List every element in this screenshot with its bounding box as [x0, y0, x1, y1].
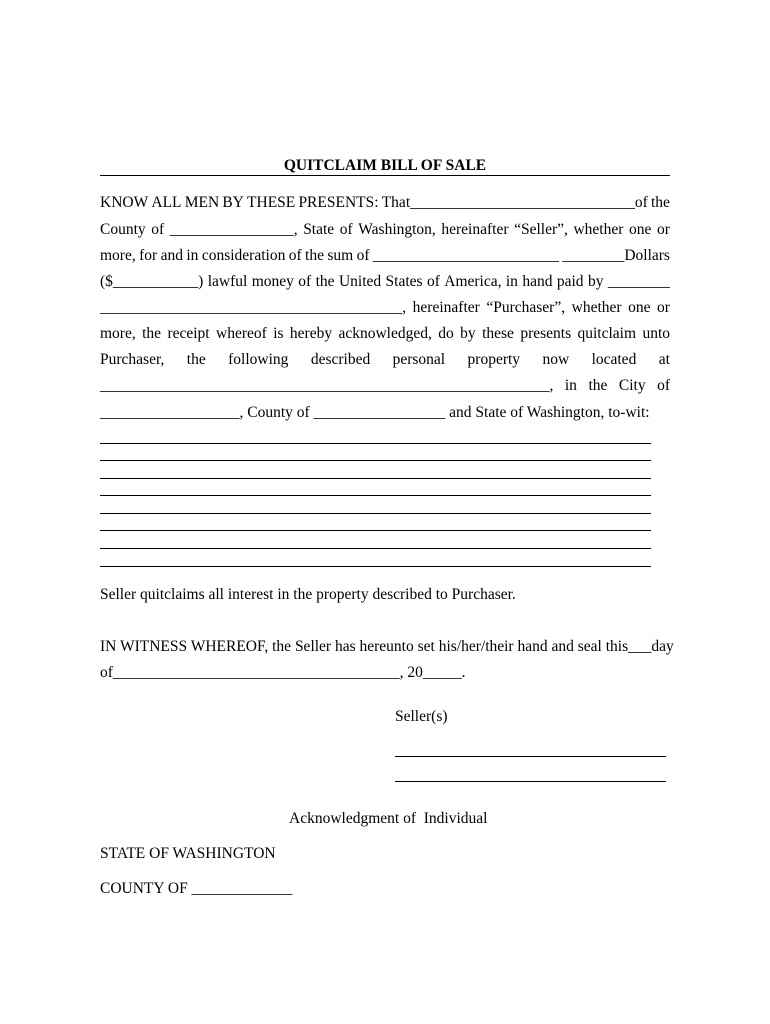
- body-word: following: [228, 351, 289, 368]
- body-word: presents: [520, 325, 572, 342]
- body-word: THESE: [247, 194, 296, 211]
- body-word: ($___________): [100, 273, 204, 290]
- body-word: by: [460, 325, 476, 342]
- body-word: PRESENTS:: [298, 194, 379, 211]
- body-word: or: [656, 221, 670, 238]
- body-word: of: [151, 221, 165, 238]
- body-word: That_____________________________of: [381, 194, 648, 211]
- body-word: lawful: [207, 273, 248, 290]
- body-word: at: [658, 351, 670, 368]
- body-word: the: [588, 377, 608, 394]
- body-word: hand: [522, 273, 553, 290]
- body-word: whether: [573, 221, 624, 238]
- body-line: [100, 351, 670, 369]
- body-word: States: [385, 273, 423, 290]
- body-word: these: [482, 325, 514, 342]
- body-word: whether: [571, 299, 622, 316]
- body-word: unto: [642, 325, 670, 342]
- blank-line[interactable]: [100, 460, 651, 461]
- body-word: money: [251, 273, 294, 290]
- body-word: “Seller”,: [514, 221, 568, 238]
- body-word: whereof: [216, 325, 267, 342]
- body-word: BY: [222, 194, 244, 211]
- body-word: paid: [556, 273, 584, 290]
- blank-line[interactable]: [100, 495, 651, 496]
- body-word: receipt: [167, 325, 210, 342]
- body-word: of: [298, 273, 312, 290]
- blank-line[interactable]: [100, 530, 651, 531]
- body-word: of: [356, 247, 370, 264]
- body-word: MEN: [184, 194, 220, 211]
- body-word: America,: [444, 273, 502, 290]
- body-word: by: [587, 273, 604, 290]
- body-word: ________________________: [372, 247, 559, 264]
- body-word: United: [338, 273, 382, 290]
- seller-label: Seller(s): [395, 708, 448, 725]
- body-word: more,: [100, 247, 136, 264]
- body-word: or: [657, 299, 670, 316]
- body-word: the: [315, 273, 335, 290]
- body-word: the: [305, 247, 324, 264]
- body-last-line: __________________, County of _________________ and State of Washington, to-wit:: [100, 404, 650, 421]
- county-line: COUNTY OF _____________: [100, 880, 293, 897]
- blank-line[interactable]: [100, 513, 651, 514]
- body-word: “Purchaser”,: [486, 299, 566, 316]
- blank-line[interactable]: [100, 443, 651, 444]
- quitclaim-statement: Seller quitclaims all interest in the property described to Purchaser.: [100, 586, 516, 603]
- body-word: sum: [327, 247, 354, 264]
- body-line: [100, 299, 670, 317]
- body-word: of: [426, 273, 440, 290]
- body-word: described: [310, 351, 371, 368]
- body-word: City: [618, 377, 646, 394]
- body-line: [100, 247, 670, 265]
- body-word: consideration: [201, 247, 286, 264]
- body-word: property: [467, 351, 521, 368]
- body-line: [100, 221, 670, 239]
- body-word: more,: [100, 325, 136, 342]
- body-word: one: [628, 221, 652, 238]
- body-word: ________: [607, 273, 670, 290]
- body-word: hereby: [289, 325, 333, 342]
- blank-line[interactable]: [100, 566, 651, 567]
- body-word: in: [186, 247, 199, 264]
- body-word: Washington,: [358, 221, 436, 238]
- body-line: [100, 194, 670, 212]
- body-line: [100, 325, 670, 343]
- seller-signature-line[interactable]: [395, 781, 666, 782]
- body-word: ________________,: [169, 221, 298, 238]
- body-word: of: [339, 221, 353, 238]
- body-word: County: [100, 221, 146, 238]
- body-line: [100, 273, 670, 291]
- body-line: [100, 377, 670, 395]
- witness-date-line: of_____________________________________, 20_____.: [100, 664, 466, 681]
- body-word: is: [273, 325, 284, 342]
- body-word: State: [303, 221, 335, 238]
- body-word: the: [186, 351, 206, 368]
- body-word: of: [288, 247, 302, 264]
- body-word: ________Dollars: [562, 247, 670, 264]
- body-word: quitclaim: [577, 325, 637, 342]
- body-word: hereinafter: [441, 221, 509, 238]
- body-word: in: [564, 377, 577, 394]
- blank-line[interactable]: [100, 478, 651, 479]
- body-word: ALL: [151, 194, 182, 211]
- body-word: hereinafter: [412, 299, 480, 316]
- body-word: the: [650, 194, 670, 211]
- body-word: of: [657, 377, 670, 394]
- seller-signature-line[interactable]: [395, 756, 666, 757]
- acknowledgment-heading: Acknowledgment of Individual: [289, 810, 488, 827]
- body-word: now: [542, 351, 570, 368]
- document-title: QUITCLAIM BILL OF SALE: [283, 157, 487, 174]
- body-word: located: [591, 351, 637, 368]
- body-word: in: [505, 273, 518, 290]
- body-word: and: [160, 247, 183, 264]
- body-word: the: [142, 325, 162, 342]
- body-word: one: [628, 299, 651, 316]
- body-word: for: [139, 247, 158, 264]
- body-word: do: [438, 325, 454, 342]
- body-word: _______________________________________,: [100, 299, 407, 316]
- body-word: KNOW: [100, 194, 149, 211]
- state-line: STATE OF WASHINGTON: [100, 845, 276, 862]
- body-word: acknowledged,: [338, 325, 432, 342]
- body-word: Purchaser,: [100, 351, 165, 368]
- witness-line: IN WITNESS WHEREOF, the Seller has hereunto set his/her/their hand and seal this___day: [100, 638, 674, 655]
- blank-line[interactable]: [100, 548, 651, 549]
- title-rule: [100, 175, 670, 176]
- body-word: __________________________________________________________,: [100, 377, 554, 394]
- body-word: personal: [392, 351, 446, 368]
